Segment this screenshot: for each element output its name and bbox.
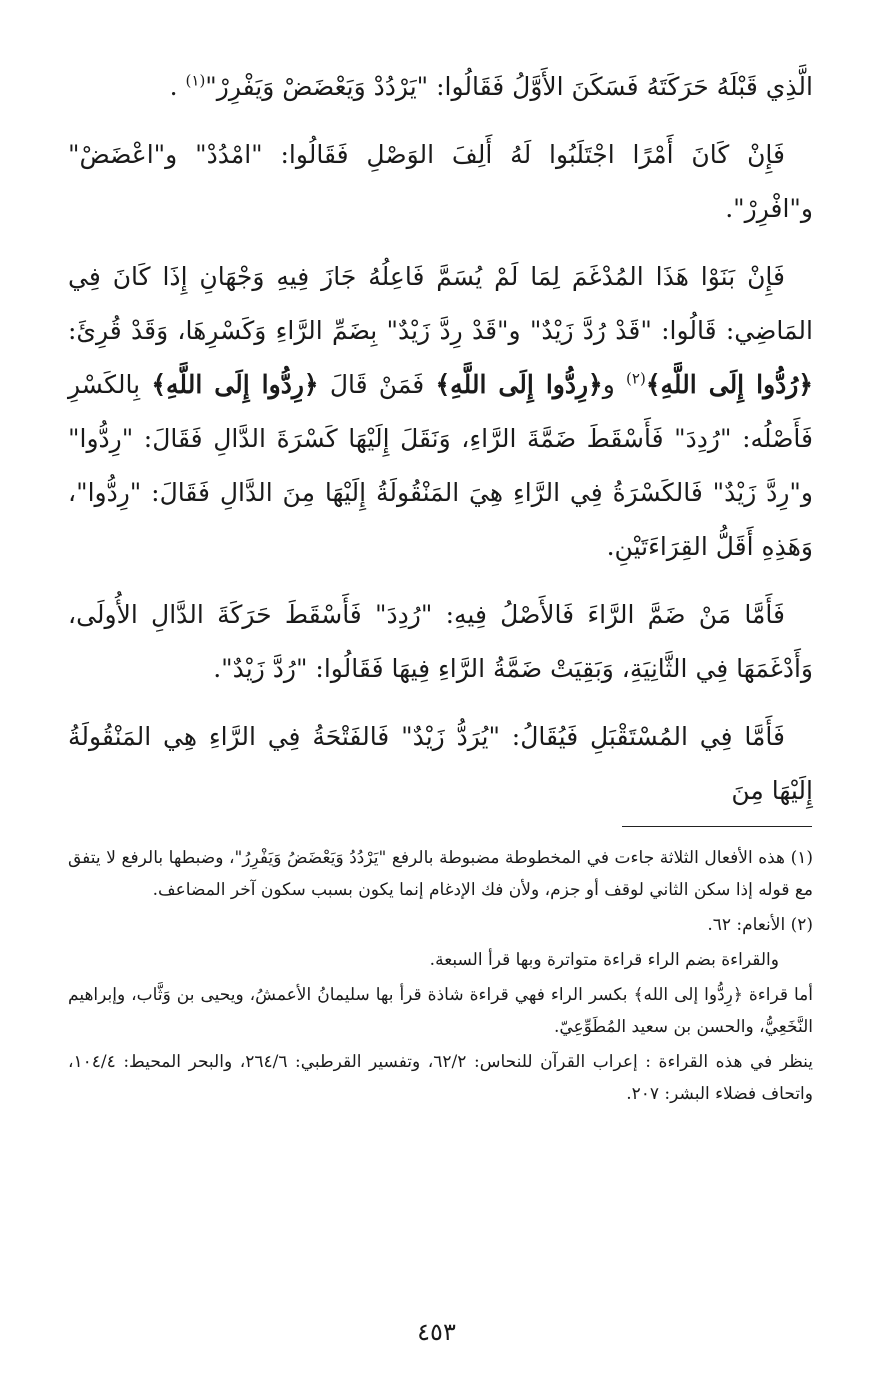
- conjunction: و: [602, 370, 615, 399]
- quran-verse-3: ﴿رِدُّوا إِلَى اللَّهِ﴾: [151, 370, 319, 399]
- paragraph-1-end: .: [169, 72, 178, 101]
- footnote-2-line-c: ينظر في هذه القراءة : إعراب القرآن للنحاس: ٦٢/٢، وتفسير القرطبي: ٢٦٤/٦، والبحر المحيط: ١٠٤/٤، واتحاف فضلاء البشر: ٢٠٧.: [68, 1052, 814, 1104]
- paragraph-5: فَأَمَّا فِي المُسْتَقْبَلِ فَيُقَالُ: "يُرَدُّ زَيْدٌ" فَالفَتْحَةُ فِي الرَّاءِ هِي المَنْقُولَةُ إِلَيْهَا مِنَ: [68, 722, 813, 805]
- footnote-2-line-b: أما قراءة ﴿رِدُّوا إلى الله﴾ بكسر الراء فهي قراءة شاذة قرأ بها سليمانُ الأعمشُ، ويحيى بن وَثَّاب، وإبراهيم النَّخَعِيُّ، والحسن بن سعيد المُطَوِّعِيّ.: [68, 985, 813, 1037]
- footnote-ref-2[interactable]: (٢): [626, 369, 646, 388]
- paragraph-3-part-1: فَإِنْ بَنَوْا هَذَا المُدْغَمَ لِمَا لَمْ يُسَمَّ فَاعِلُهُ جَازَ فِيهِ وَجْهَانِ إِذَا كَانَ فِي المَاضِي: قَالُوا: "قَدْ رُدَّ زَيْدٌ" و"قَدْ رِدَّ زَيْدٌ" بِضَمِّ الرَّاءِ وَكَسْرِهَا، وَقَدْ قُرِئَ:: [68, 262, 813, 345]
- footnote-1: (١) هذه الأفعال الثلاثة جاءت في المخطوطة مضبوطة بالرفع "يَرْدُدُ وَيَعْضَضُ وَيَفْرِرُ"، وضبطها بالرفع لا يتفق مع قوله إذا سكن الثاني لوقف أو جزم، ولأن فك الإدغام إنما يكون بسبب سكون آخر المضاعف.: [68, 848, 813, 900]
- paragraph-3-part-2: بِالكَسْرِ فَأَصْلُه: "رُدِدَ" فَأَسْقَطَ ضَمَّةَ الرَّاءِ، وَنَقَلَ إِلَيْهَا كَسْرَةَ الدَّالِ فَقَالَ: "رِدُّوا" و"رِدَّ زَيْدٌ" فَالكَسْرَةُ فِي الرَّاءِ هِيَ المَنْقُولَةُ إِلَيْهَا مِنَ الدَّالِ فَقَالَ: "رِدُّوا"، وَهَذِهِ أَقَلُّ القِرَاءَتَيْنِ.: [68, 370, 813, 561]
- paragraph-3: [68, 250, 813, 574]
- paragraph-1-text: الَّذِي قَبْلَهُ حَرَكَتَهُ فَسَكَنَ الأَوَّلُ فَقَالُوا: "يَرْدُدْ وَيَعْضَضْ وَيَفْرِرْ": [205, 72, 813, 101]
- paragraph-3-mid: فَمَنْ قَالَ: [329, 370, 425, 399]
- paragraph-4: فَأَمَّا مَنْ ضَمَّ الرَّاءَ فَالأَصْلُ فِيهِ: "رُدِدَ" فَأَسْقَطَ حَرَكَةَ الدَّالِ الأُولَى، وَأَدْغَمَهَا فِي الثَّانِيَةِ، وَبَقِيَتْ ضَمَّةُ الرَّاءِ فِيهَا فَقَالُوا: "رُدَّ زَيْدٌ".: [68, 600, 813, 683]
- paragraph-2: فَإِنْ كَانَ أَمْرًا اجْتَلَبُوا لَهُ أَلِفَ الوَصْلِ فَقَالُوا: "امْدُدْ" و"اعْضَضْ" و"افْرِرْ".: [68, 140, 813, 223]
- page-number: ٤٥٣: [417, 1318, 456, 1346]
- footnotes: [68, 842, 813, 1113]
- quran-verse-2: ﴿رِدُّوا إِلَى اللَّهِ﴾: [435, 370, 603, 399]
- main-text: [68, 60, 813, 818]
- footnote-2: (٢) الأنعام: ٦٢.: [707, 915, 813, 935]
- footnote-separator: [622, 826, 812, 827]
- footnote-ref-1[interactable]: (١): [185, 71, 206, 90]
- page-body: [68, 60, 813, 832]
- quran-verse-1: ﴿رُدُّوا إِلَى اللَّهِ﴾: [645, 370, 814, 399]
- footnote-2-line-a: والقراءة بضم الراء قراءة متواترة وبها قرأ السبعة.: [429, 950, 779, 970]
- paragraph-1: [68, 60, 813, 114]
